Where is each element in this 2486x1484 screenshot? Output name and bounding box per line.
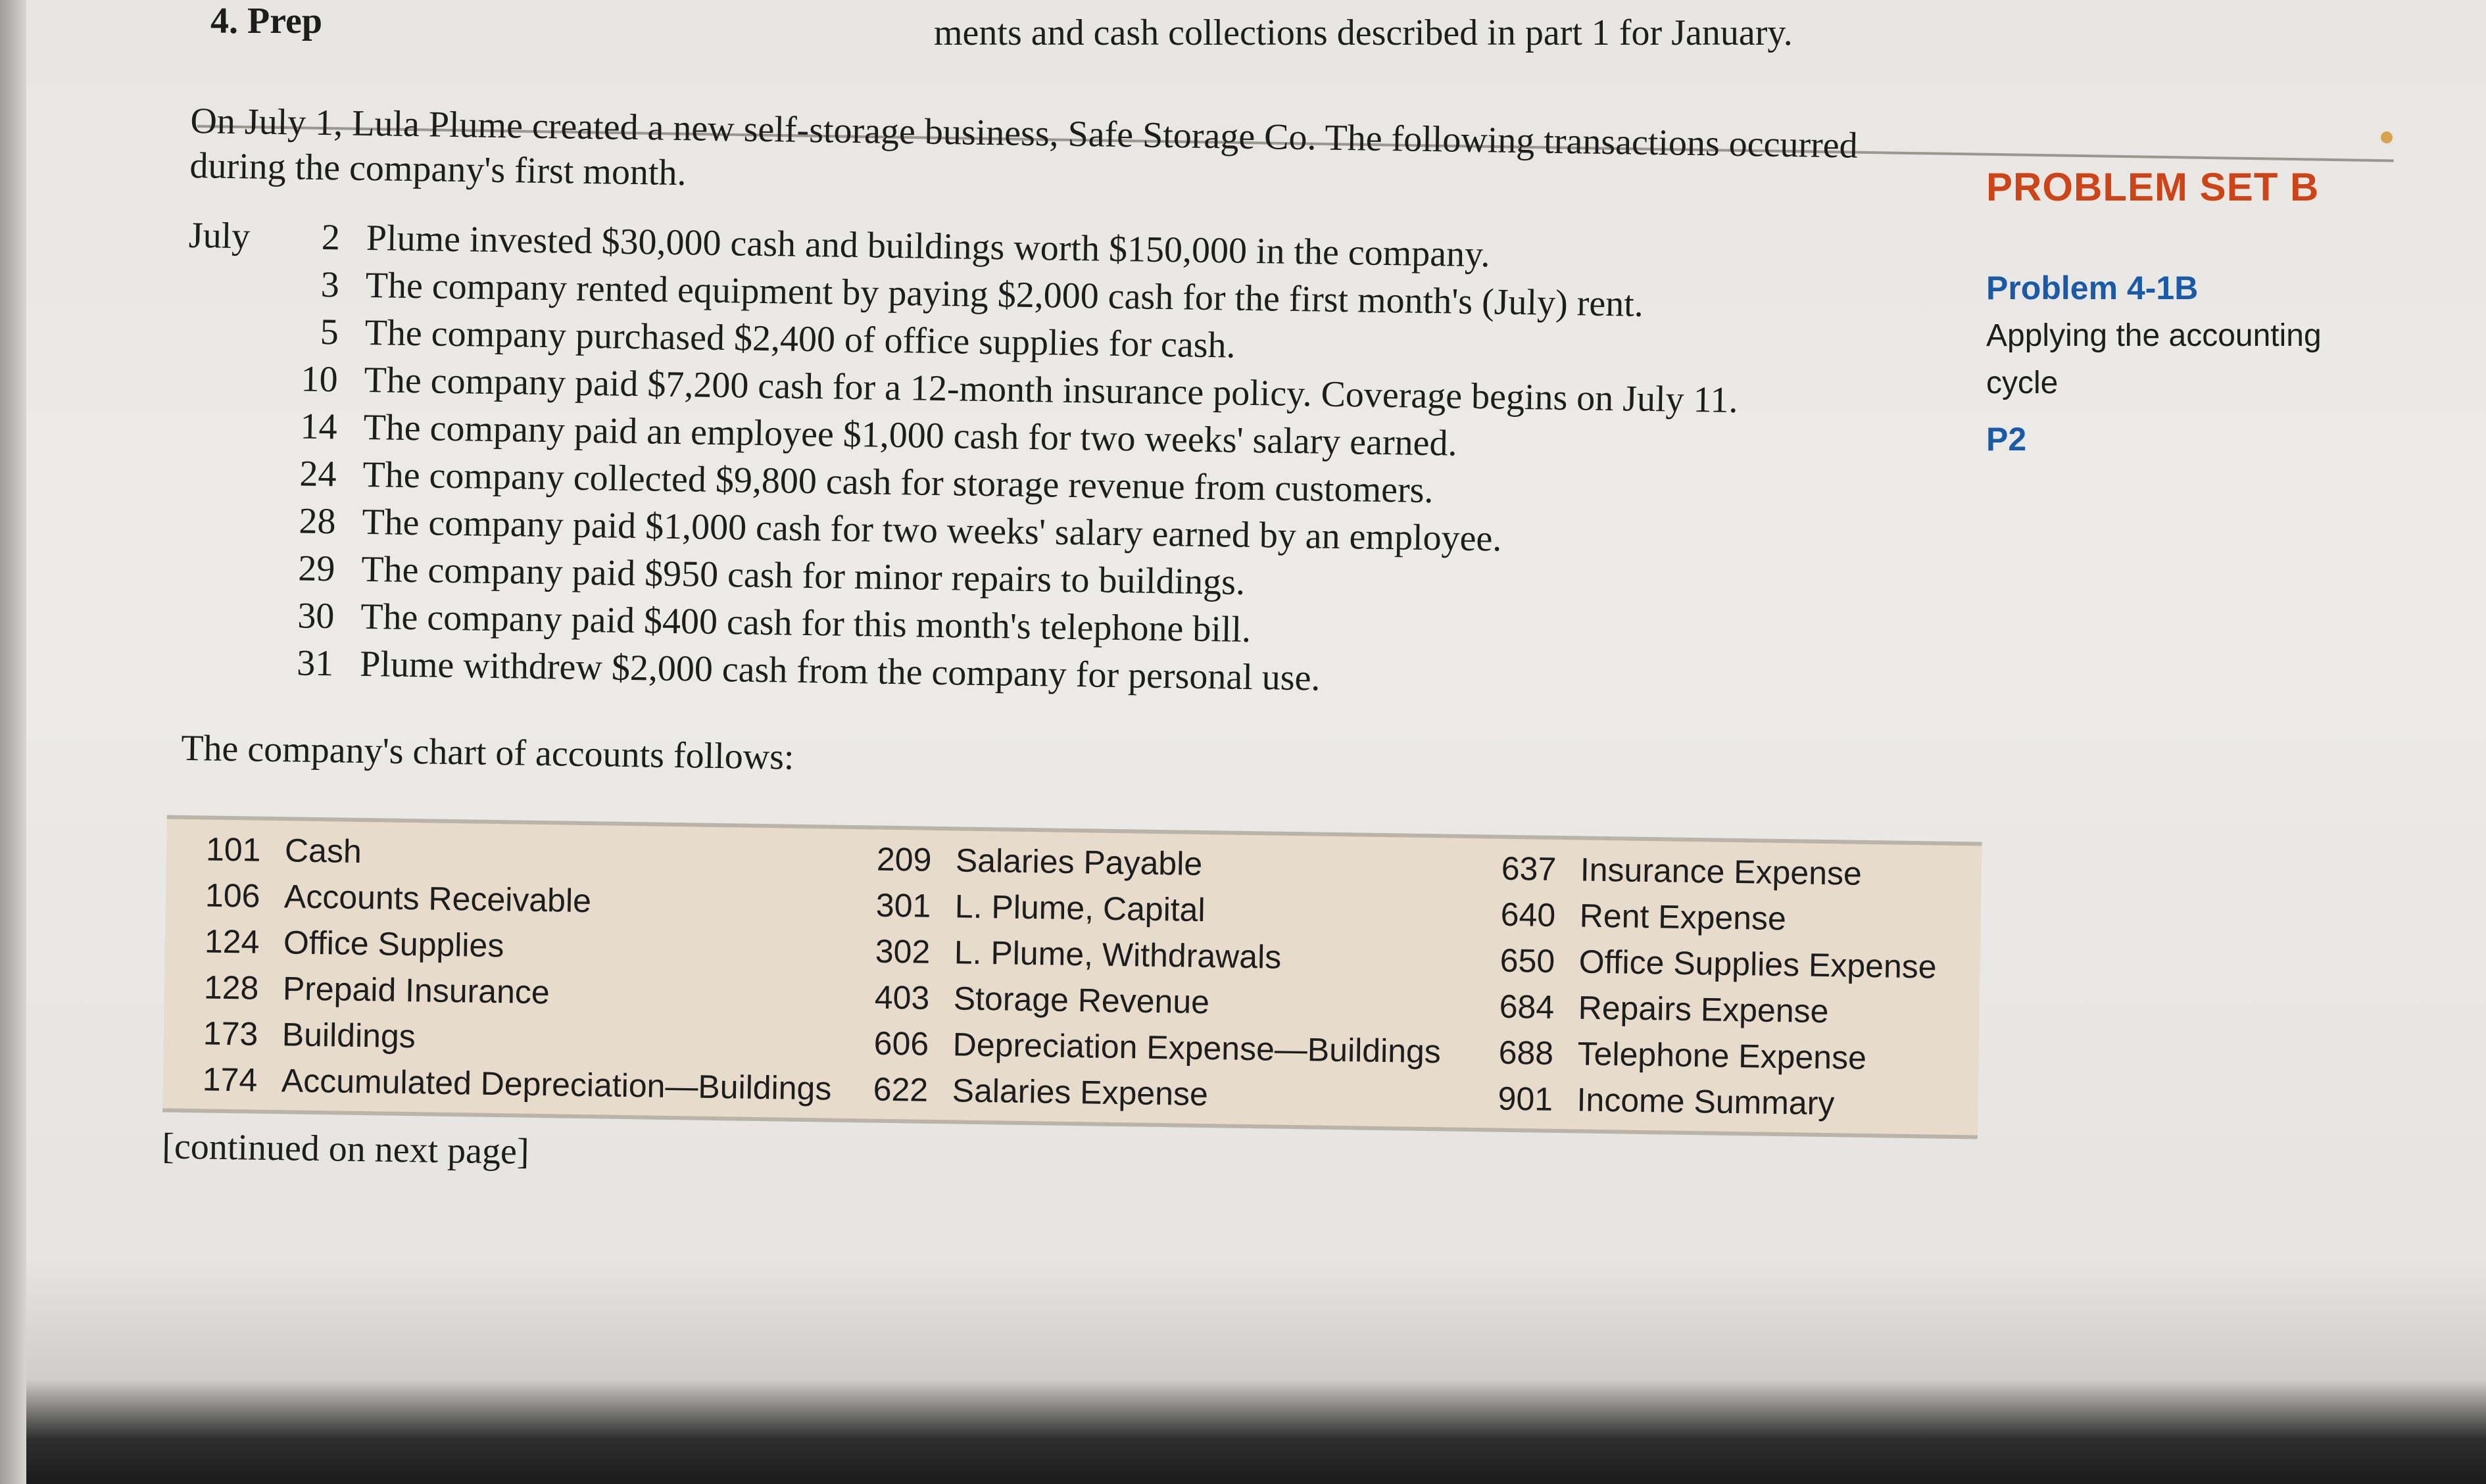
account-row <box>876 840 1444 895</box>
account-name: Office Supplies <box>283 924 504 965</box>
chart-of-accounts-heading: The company's chart of accounts follows: <box>180 727 794 778</box>
transaction-month <box>184 531 270 533</box>
account-code: 688 <box>1498 1034 1554 1072</box>
transaction-month <box>185 484 270 485</box>
transaction-month: July <box>188 214 251 257</box>
account-code: 606 <box>873 1024 929 1063</box>
account-name: Buildings <box>281 1016 416 1055</box>
account-name: Accumulated Depreciation—Buildings <box>281 1062 832 1107</box>
divider-dot <box>2381 132 2393 143</box>
chart-of-accounts-table <box>162 815 1982 1139</box>
transaction-day: 2 <box>321 216 341 258</box>
account-code: 622 <box>873 1070 929 1109</box>
account-name: Salaries Expense <box>952 1072 1209 1113</box>
account-name: Office Supplies Expense <box>1578 943 1937 986</box>
account-name: Insurance Expense <box>1580 851 1863 892</box>
account-name: Income Summary <box>1576 1081 1835 1122</box>
accounts-column-3 <box>1498 850 1938 1132</box>
account-name: Storage Revenue <box>953 980 1210 1021</box>
transaction-description: Plume withdrew $2,000 cash from the company for personal use. <box>359 643 1321 699</box>
transaction-description: The company paid $950 cash for minor repairs to buildings. <box>360 548 1246 603</box>
transaction-description: The company paid $7,200 cash for a 12-month insurance policy. Coverage begins on July 11. <box>364 359 1739 421</box>
account-name: L. Plume, Withdrawals <box>954 934 1282 976</box>
transaction-description: The company rented equipment by paying $2,000 cash for the first month's (July) rent. <box>365 264 1644 325</box>
transaction-month <box>183 626 268 627</box>
account-code: 901 <box>1498 1080 1553 1118</box>
account-name: Prepaid Insurance <box>282 970 550 1011</box>
problem-intro: On July 1, Lula Plume created a new self-storage business, Safe Storage Co. The following transactions occurred during the company's first month. <box>189 100 1859 194</box>
problem-content <box>161 99 1966 1194</box>
account-name: Salaries Payable <box>955 842 1203 882</box>
account-code: 174 <box>202 1061 258 1099</box>
account-row <box>1500 896 1938 948</box>
account-row <box>202 1060 831 1115</box>
book-spine-shadow <box>0 0 26 1484</box>
account-name: Repairs Expense <box>1578 989 1829 1030</box>
account-code: 106 <box>205 876 260 915</box>
transaction-day: 28 <box>299 500 336 542</box>
account-code: 637 <box>1501 850 1557 888</box>
transaction-day: 10 <box>301 358 339 400</box>
account-code: 302 <box>875 932 931 970</box>
account-code: 128 <box>203 969 259 1007</box>
account-code: 101 <box>205 830 261 869</box>
account-row <box>875 932 1442 987</box>
transaction-list <box>182 214 1964 714</box>
account-code: 124 <box>204 922 260 961</box>
transaction-day: 30 <box>297 595 335 637</box>
transaction-day: 3 <box>320 264 340 306</box>
transaction-description: The company collected $9,800 cash for storage revenue from customers. <box>362 454 1434 512</box>
accounts-column-1 <box>202 830 835 1115</box>
account-code: 301 <box>875 886 931 924</box>
account-code: 684 <box>1499 988 1555 1026</box>
continued-note: [continued on next page] <box>161 1126 530 1172</box>
account-code: 209 <box>876 840 932 878</box>
transaction-description: The company paid $400 cash for this month's telephone bill. <box>360 596 1252 650</box>
transaction-month <box>186 389 272 391</box>
account-name: Telephone Expense <box>1577 1035 1867 1076</box>
transaction-day: 24 <box>299 453 337 495</box>
account-name: Depreciation Expense—Buildings <box>952 1026 1442 1070</box>
problem-set-label: PROBLEM SET B <box>1986 165 2320 209</box>
account-row <box>873 1070 1440 1125</box>
transaction-day: 31 <box>296 642 334 684</box>
account-code: 403 <box>874 978 930 1017</box>
account-row <box>1499 988 1936 1040</box>
transaction-day: 14 <box>300 406 338 448</box>
transaction-month <box>185 437 271 438</box>
transaction-description: The company paid an employee $1,000 cash for two weeks' salary earned. <box>363 406 1457 464</box>
previous-problem-line <box>210 0 1920 72</box>
transaction-description: Plume invested $30,000 cash and buildings worth $150,000 in the company. <box>366 217 1490 275</box>
problem-sidebar <box>1986 164 2433 458</box>
account-code: 640 <box>1500 896 1556 934</box>
account-name: Rent Expense <box>1579 897 1787 938</box>
transaction-month <box>187 342 273 343</box>
account-name: L. Plume, Capital <box>954 888 1206 929</box>
problem-number: Problem 4-1B <box>1986 270 2199 306</box>
account-row <box>873 1024 1441 1079</box>
account-code: 173 <box>203 1015 258 1053</box>
transaction-month <box>183 579 269 580</box>
transaction-day: 29 <box>297 548 335 590</box>
transaction-month <box>182 673 268 675</box>
account-row <box>1498 1080 1935 1132</box>
account-name: Cash <box>284 832 362 870</box>
accounts-column-2 <box>873 840 1444 1125</box>
account-code: 650 <box>1499 942 1555 980</box>
transaction-day: 5 <box>320 311 339 353</box>
previous-problem-number: 4. Prep <box>210 1 323 41</box>
account-row <box>1498 1034 1936 1086</box>
previous-problem-text: ments and cash collections described in part 1 for January. <box>934 12 1793 53</box>
transaction-description: The company purchased $2,400 of office supplies for cash. <box>364 312 1236 366</box>
problem-subtitle: Applying the accounting cycle <box>1986 318 2322 400</box>
account-name: Accounts Receivable <box>283 878 592 920</box>
account-row <box>1501 850 1938 902</box>
transaction-description: The company paid $1,000 cash for two weeks' salary earned by an employee. <box>362 501 1502 560</box>
account-row <box>874 978 1442 1033</box>
transaction-month <box>188 295 274 296</box>
account-row <box>875 886 1443 941</box>
learning-objective-code: P2 <box>1986 421 2027 458</box>
account-row <box>1499 942 1937 994</box>
